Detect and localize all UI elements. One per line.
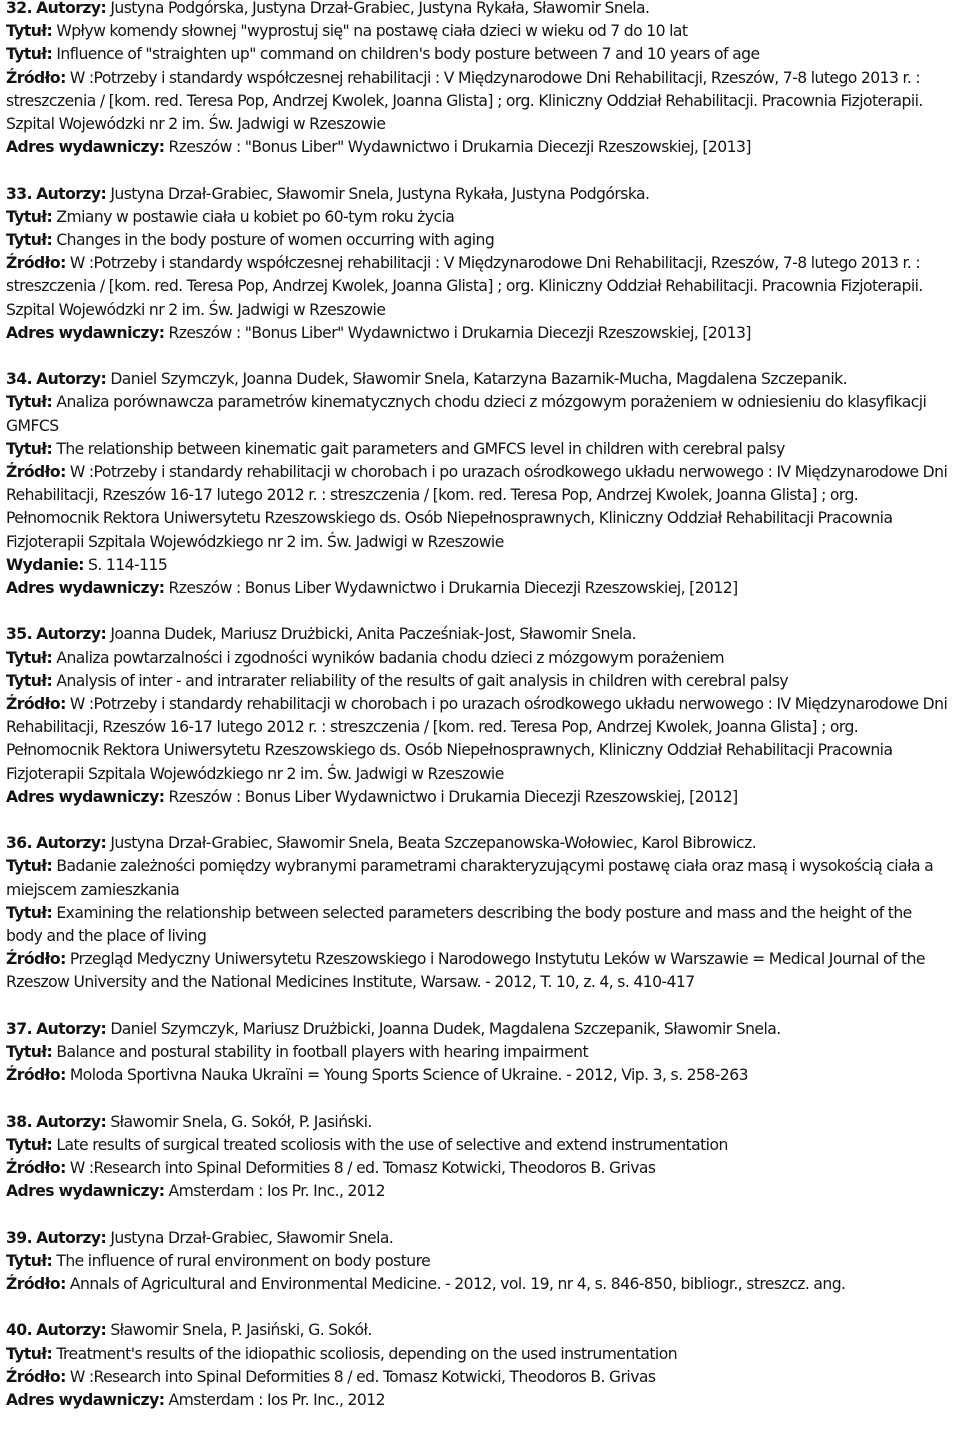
authors-label: Autorzy: — [36, 0, 107, 17]
publisher-value: Amsterdam : Ios Pr. Inc., 2012 — [168, 1391, 385, 1410]
source-value: W :Potrzeby i standardy rehabilitacji w chorobach i po urazach ośrodkowego układu nerwowego : IV Międzynarodowe Dni Rehabilitacji, Rzeszów 16-17 lutego 2012 r. : streszczenia / [kom. red. Teresa Pop, Andrzej Kwolek, Joanna Glista] ; org. Pełnomocnik Rektora Uniwersytetu Rzeszowskiego ds. Osób Niepełnosprawnych, Kliniczny Oddział Rehabilitacji Pracownia Fizjoterapii Szpitala Wojewódzkiego nr 2 im. Św. Jadwigi w Rzeszowie — [6, 463, 948, 551]
publisher-value: Rzeszów : "Bonus Liber" Wydawnictwo i Drukarnia Diecezji Rzeszowskiej, [2013] — [168, 323, 751, 342]
source-line — [6, 252, 952, 322]
source-line — [6, 461, 952, 554]
title-line — [6, 647, 952, 670]
title-label: Tytuł: — [6, 857, 53, 876]
title-value: Zmiany w postawie ciała u kobiet po 60-tym roku życia — [56, 207, 455, 226]
publisher-line — [6, 136, 952, 159]
source-line — [6, 693, 952, 786]
edition-label: Wydanie: — [6, 555, 84, 574]
publisher-line — [6, 577, 952, 600]
source-value: W :Potrzeby i standardy współczesnej rehabilitacji : V Międzynarodowe Dni Rehabilitacji, Rzeszów, 7-8 lutego 2013 r. : streszczenia / [kom. red. Teresa Pop, Andrzej Kwolek, Joanna Glista] ; org. Kliniczny Oddział Rehabilitacji. Pracownia Fizjoterapii. Szpital Wojewódzki nr 2 im. Św. Jadwigi w Rzeszowie — [6, 68, 923, 134]
publisher-line — [6, 786, 952, 809]
title-line — [6, 43, 952, 66]
source-label: Źródło: — [6, 1159, 66, 1178]
authors-label: Autorzy: — [36, 1228, 107, 1247]
entry-number: 38. — [6, 1112, 32, 1131]
title-label: Tytuł: — [6, 231, 53, 250]
title-line — [6, 20, 952, 43]
bibliography-entry-38 — [6, 1111, 952, 1204]
bibliography-list — [6, 0, 952, 1435]
publisher-value: Rzeszów : "Bonus Liber" Wydawnictwo i Drukarnia Diecezji Rzeszowskiej, [2013] — [168, 138, 751, 157]
publisher-line — [6, 1389, 952, 1412]
publisher-label: Adres wydawniczy: — [6, 1391, 165, 1410]
title-value: Treatment's results of the idiopathic scoliosis, depending on the used instrumentation — [56, 1344, 678, 1363]
authors-value: Justyna Drzał-Grabiec, Sławomir Snela, Justyna Rykała, Justyna Podgórska. — [110, 184, 650, 203]
title-value: Examining the relationship between selected parameters describing the body posture and mass and the height of the body and the place of living — [6, 903, 912, 946]
publisher-line — [6, 322, 952, 345]
source-line — [6, 1273, 952, 1296]
authors-label: Autorzy: — [36, 1112, 107, 1131]
authors-line — [6, 0, 952, 20]
entry-number: 40. — [6, 1321, 32, 1340]
title-value: The influence of rural environment on body posture — [56, 1251, 431, 1270]
entry-number: 37. — [6, 1019, 32, 1038]
authors-value: Sławomir Snela, P. Jasiński, G. Sokół. — [110, 1321, 372, 1340]
source-label: Źródło: — [6, 1066, 66, 1085]
bibliography-entry-35 — [6, 623, 952, 809]
authors-line — [6, 368, 952, 391]
source-value: W :Potrzeby i standardy rehabilitacji w chorobach i po urazach ośrodkowego układu nerwowego : IV Międzynarodowe Dni Rehabilitacji, Rzeszów 16-17 lutego 2012 r. : streszczenia / [kom. red. Teresa Pop, Andrzej Kwolek, Joanna Glista] ; org. Pełnomocnik Rektora Uniwersytetu Rzeszowskiego ds. Osób Niepełnosprawnych, Kliniczny Oddział Rehabilitacji Pracownia Fizjoterapii Szpitala Wojewódzkiego nr 2 im. Św. Jadwigi w Rzeszowie — [6, 695, 948, 783]
source-label: Źródło: — [6, 695, 66, 714]
bibliography-entry-40 — [6, 1319, 952, 1412]
authors-value: Justyna Drzał-Grabiec, Sławomir Snela. — [110, 1228, 394, 1247]
authors-value: Sławomir Snela, G. Sokół, P. Jasiński. — [110, 1112, 372, 1131]
title-label: Tytuł: — [6, 1344, 53, 1363]
authors-label: Autorzy: — [36, 184, 107, 203]
publisher-label: Adres wydawniczy: — [6, 138, 165, 157]
authors-value: Justyna Podgórska, Justyna Drzał-Grabiec, Justyna Rykała, Sławomir Snela. — [110, 0, 650, 17]
title-line — [6, 855, 952, 901]
title-value: Influence of "straighten up" command on children's body posture between 7 and 10 years of age — [56, 45, 760, 64]
title-label: Tytuł: — [6, 1135, 53, 1154]
authors-line — [6, 832, 952, 855]
title-value: Balance and postural stability in football players with hearing impairment — [56, 1043, 589, 1062]
source-value: Przegląd Medyczny Uniwersytetu Rzeszowskiego i Narodowego Instytutu Leków w Warszawie = Medical Journal of the Rzeszow University and the National Medicines Institute, Warsaw. - 2012, T. 10, z. 4, s. 410-417 — [6, 950, 925, 992]
title-label: Tytuł: — [6, 903, 53, 922]
title-line — [6, 229, 952, 252]
publisher-label: Adres wydawniczy: — [6, 579, 165, 598]
title-line — [6, 902, 952, 948]
title-label: Tytuł: — [6, 45, 53, 64]
source-value: W :Research into Spinal Deformities 8 / ed. Tomasz Kotwicki, Theodoros B. Grivas — [69, 1367, 656, 1386]
authors-line — [6, 1018, 952, 1041]
title-line — [6, 391, 952, 437]
entry-number: 35. — [6, 625, 32, 644]
authors-label: Autorzy: — [36, 1321, 107, 1340]
title-label: Tytuł: — [6, 648, 53, 667]
publisher-value: Rzeszów : Bonus Liber Wydawnictwo i Drukarnia Diecezji Rzeszowskiej, [2012] — [168, 579, 738, 598]
source-line — [6, 1366, 952, 1389]
bibliography-entry-37 — [6, 1018, 952, 1088]
bibliography-entry-33 — [6, 183, 952, 345]
publisher-label: Adres wydawniczy: — [6, 787, 165, 806]
source-line — [6, 948, 952, 994]
title-value: Late results of surgical treated scoliosis with the use of selective and extend instrumentation — [56, 1135, 728, 1154]
bibliography-entry-39 — [6, 1227, 952, 1297]
title-value: Wpływ komendy słownej "wyprostuj się" na postawę ciała dzieci w wieku od 7 do 10 lat — [56, 22, 688, 41]
source-line — [6, 67, 952, 137]
title-value: The relationship between kinematic gait parameters and GMFCS level in children with cerebral palsy — [56, 439, 785, 458]
title-value: Analiza porównawcza parametrów kinematycznych chodu dzieci z mózgowym porażeniem w odniesieniu do klasyfikacji GMFCS — [6, 393, 927, 435]
authors-line — [6, 1111, 952, 1134]
publisher-label: Adres wydawniczy: — [6, 323, 165, 342]
source-value: Moloda Sportivna Nauka Ukraïni = Young Sports Science of Ukraine. - 2012, Vip. 3, s. 258-263 — [69, 1066, 748, 1085]
entry-number: 32. — [6, 0, 32, 17]
entry-number: 36. — [6, 834, 32, 853]
source-label: Źródło: — [6, 1367, 66, 1386]
authors-line — [6, 183, 952, 206]
source-value: Annals of Agricultural and Environmental Medicine. - 2012, vol. 19, nr 4, s. 846-850, bibliogr., streszcz. ang. — [69, 1275, 846, 1294]
source-value: W :Research into Spinal Deformities 8 / ed. Tomasz Kotwicki, Theodoros B. Grivas — [69, 1159, 656, 1178]
authors-value: Justyna Drzał-Grabiec, Sławomir Snela, Beata Szczepanowska-Wołowiec, Karol Bibrowicz. — [110, 834, 757, 853]
edition-line — [6, 554, 952, 577]
edition-value: S. 114-115 — [88, 555, 168, 574]
entry-number: 39. — [6, 1228, 32, 1247]
title-line — [6, 438, 952, 461]
publisher-label: Adres wydawniczy: — [6, 1182, 165, 1201]
publisher-line — [6, 1180, 952, 1203]
title-value: Changes in the body posture of women occurring with aging — [56, 231, 495, 250]
publisher-value: Amsterdam : Ios Pr. Inc., 2012 — [168, 1182, 385, 1201]
title-line — [6, 1343, 952, 1366]
authors-value: Joanna Dudek, Mariusz Drużbicki, Anita Pacześniak-Jost, Sławomir Snela. — [110, 625, 637, 644]
authors-label: Autorzy: — [36, 625, 107, 644]
title-line — [6, 670, 952, 693]
title-line — [6, 206, 952, 229]
source-label: Źródło: — [6, 254, 66, 273]
title-label: Tytuł: — [6, 207, 53, 226]
authors-label: Autorzy: — [36, 834, 107, 853]
title-label: Tytuł: — [6, 22, 53, 41]
title-label: Tytuł: — [6, 393, 53, 412]
title-label: Tytuł: — [6, 1043, 53, 1062]
authors-line — [6, 1319, 952, 1342]
source-label: Źródło: — [6, 950, 66, 969]
entry-number: 33. — [6, 184, 32, 203]
bibliography-entry-36 — [6, 832, 952, 994]
authors-value: Daniel Szymczyk, Mariusz Drużbicki, Joanna Dudek, Magdalena Szczepanik, Sławomir Snela. — [110, 1019, 781, 1038]
source-label: Źródło: — [6, 68, 66, 87]
source-line — [6, 1064, 952, 1087]
authors-line — [6, 623, 952, 646]
title-line — [6, 1250, 952, 1273]
authors-line — [6, 1227, 952, 1250]
title-label: Tytuł: — [6, 671, 53, 690]
title-label: Tytuł: — [6, 439, 53, 458]
publisher-value: Rzeszów : Bonus Liber Wydawnictwo i Drukarnia Diecezji Rzeszowskiej, [2012] — [168, 787, 738, 806]
authors-value: Daniel Szymczyk, Joanna Dudek, Sławomir Snela, Katarzyna Bazarnik-Mucha, Magdalena Szczepanik. — [110, 370, 847, 389]
title-value: Analiza powtarzalności i zgodności wyników badania chodu dzieci z mózgowym porażeniem — [56, 648, 725, 667]
title-value: Analysis of inter - and intrarater reliability of the results of gait analysis in children with cerebral palsy — [56, 671, 789, 690]
source-label: Źródło: — [6, 463, 66, 482]
authors-label: Autorzy: — [36, 1019, 107, 1038]
title-line — [6, 1041, 952, 1064]
title-value: Badanie zależności pomiędzy wybranymi parametrami charakteryzującymi postawę ciała oraz masą i wysokością ciała a miejscem zamieszkania — [6, 857, 934, 899]
authors-label: Autorzy: — [36, 370, 107, 389]
source-line — [6, 1157, 952, 1180]
title-label: Tytuł: — [6, 1251, 53, 1270]
bibliography-entry-34 — [6, 368, 952, 600]
title-line — [6, 1134, 952, 1157]
source-value: W :Potrzeby i standardy współczesnej rehabilitacji : V Międzynarodowe Dni Rehabilitacji, Rzeszów, 7-8 lutego 2013 r. : streszczenia / [kom. red. Teresa Pop, Andrzej Kwolek, Joanna Glista] ; org. Kliniczny Oddział Rehabilitacji. Pracownia Fizjoterapii. Szpital Wojewódzki nr 2 im. Św. Jadwigi w Rzeszowie — [6, 254, 923, 319]
source-label: Źródło: — [6, 1275, 66, 1294]
entry-number: 34. — [6, 370, 32, 389]
bibliography-entry-32 — [6, 0, 952, 159]
